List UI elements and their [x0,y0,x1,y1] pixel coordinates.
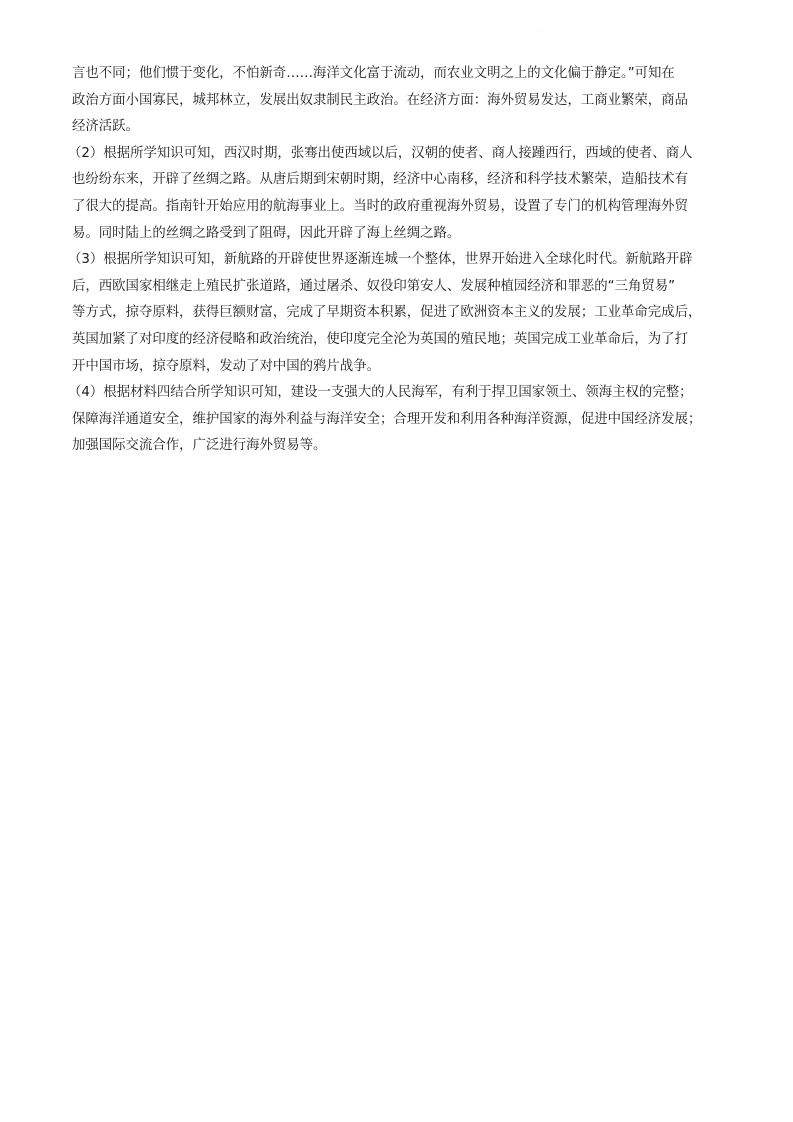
text-line: 了很大的提高。指南针开始应用的航海事业上。当时的政府重视海外贸易，设置了专门的机构管理海外贸 [72,198,688,214]
answer-text-body [68,61,722,460]
text-line: 政治方面小国寡民，城邦林立，发展出奴隶制民主政治。在经济方面：海外贸易发达，工商业繁荣，商品 [72,92,688,108]
text-line: （4）根据材料四结合所学知识可知，建设一支强大的人民海军，有利于捍卫国家领土、领海主权的完整； [68,385,693,401]
text-line: 加强国际交流合作，广泛进行海外贸易等。 [72,438,327,454]
page-corner-mark: · [538,28,540,35]
paragraph-answer-4 [68,380,722,460]
text-line: 开中国市场，掠夺原料，发动了对中国的鸦片战争。 [72,358,380,374]
text-line: 后，西欧国家相继走上殖民扩张道路，通过屠杀、奴役印第安人、发展种植园经济和罪恶的“三角贸易” [72,278,676,294]
text-line: 保障海洋通道安全，维护国家的海外利益与海洋安全；合理开发和利用各种海洋资源，促进中国经济发展； [72,411,702,427]
text-line: 经济活跃。 [72,119,139,135]
text-line: 也纷纷东来，开辟了丝绸之路。从唐后期到宋朝时期，经济中心南移，经济和科学技术繁荣，造船技术有 [72,172,688,188]
text-line: （3）根据所学知识可知，新航路的开辟使世界逐渐连城一个整体，世界开始进入全球化时代。新航路开辟 [68,252,693,268]
paragraph-answer-3 [68,247,722,380]
text-line: （2）根据所学知识可知，西汉时期，张骞出使西域以后，汉朝的使者、商人接踵西行，西域的使者、商人 [68,145,693,161]
paragraph-answer-2 [68,141,722,247]
text-line: 等方式，掠夺原料，获得巨额财富，完成了早期资本积累，促进了欧洲资本主义的发展；工业革命完成后， [72,305,702,321]
paragraph-intro [72,61,722,141]
text-line: 言也不同；他们惯于变化，不怕新奇……海洋文化富于流动，而农业文明之上的文化偏于静定。”可知在 [72,66,675,81]
text-line: 英国加紧了对印度的经济侵略和政治统治，使印度完全沦为英国的殖民地；英国完成工业革命后，为了打 [72,331,688,347]
text-line: 易。同时陆上的丝绸之路受到了阻碍，因此开辟了海上丝绸之路。 [72,225,461,241]
